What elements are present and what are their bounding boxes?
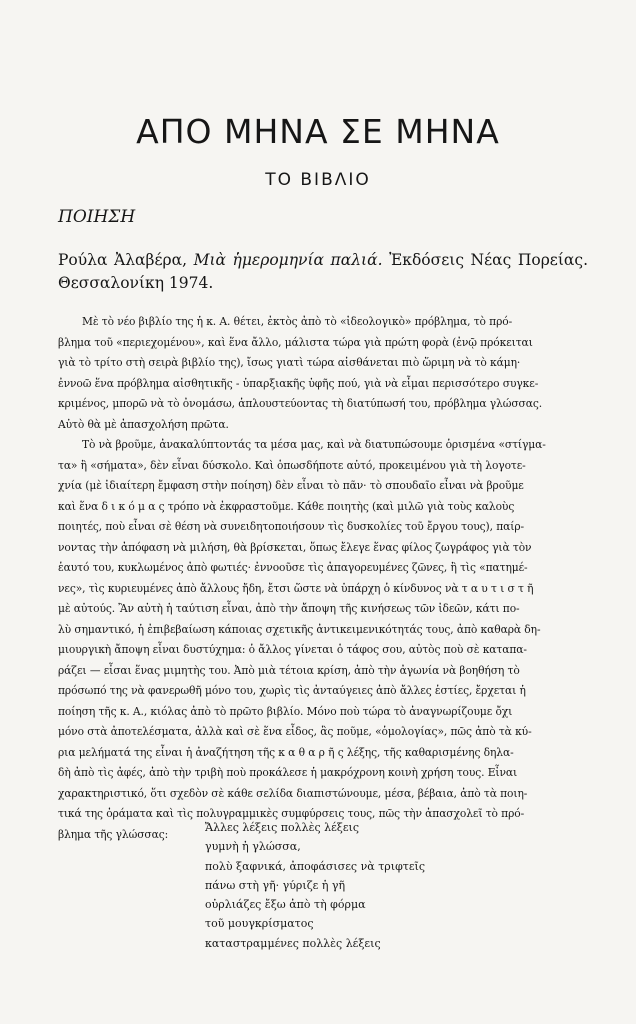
body-line: νοντας τὴν ἀπόφαση νὰ μιλήση, θὰ βρίσκεται, ὅπως ἔλεγε ἕνας φίλος ζωγράφος γιὰ τὸν xyxy=(58,540,532,554)
book-author: Ρούλα Ἀλαβέρα, xyxy=(58,251,188,269)
poem-line: καταστραμμένες πολλὲς λέξεις xyxy=(205,936,381,950)
body-line: δὴ ἀπὸ τὶς ἀφές, ἀπὸ τὴν τριβὴ ποὺ προκάλεσε ἡ μακρόχρονη κοινὴ χρήση τους. Εἶναι xyxy=(58,766,518,779)
body-line: Μὲ τὸ νέο βιβλίο της ἡ κ. Α. θέτει, ἐκτὸς ἀπὸ τὸ «ἰδεολογικὸ» πρόβλημα, τὸ πρό- xyxy=(82,315,513,328)
body-line: χνία (μὲ ἰδιαίτερη ἔμφαση στὴν ποίηση) δὲν εἶναι τὸ πᾶν· τὸ σπουδαῖο εἶναι νὰ βροῦμε xyxy=(58,479,524,492)
body-line: ἑαυτό του, κυκλωμένος ἀπὸ φωτιές· ἐννοοῦσε τὶς ἀπαγορευμένες ζῶνες, ἢ τὶς «πατημέ- xyxy=(58,561,528,574)
body-line: λὺ σημαντικό, ἡ ἐπιβεβαίωση κάποιας σχετικῆς ἀντικειμενικότητάς τους, ἀπὸ καθαρὰ δη- xyxy=(58,622,541,636)
body-line: βλημα τοῦ «περιεχομένου», καὶ ἕνα ἄλλο, μάλιστα τώρα γιὰ πρώτη φορὰ (ἐνῷ πρόκειται xyxy=(58,335,533,349)
poem-line: πάνω στὴ γῆ· γύριζε ἡ γῆ xyxy=(205,878,346,892)
body-line: μιουργικὴ ἄποψη εἶναι δυστύχημα: ὁ ἄλλος γίνεται ὁ τάφος σου, αὐτὸς ποὺ σὲ καταπα- xyxy=(58,643,527,656)
book-publisher: Ἐκδόσεις Νέας Πορείας. Θεσσαλονίκη 1974. xyxy=(58,251,588,292)
poem-line: οὐρλιάζες ἔξω ἀπὸ τὴ φόρμα xyxy=(205,898,366,912)
body-line: πρόσωπό της νὰ φανερωθῆ μόνο του, χωρὶς τὶς ἀνταύγειες ἀπὸ ἄλλες ἑστίες, ἔρχεται ἡ xyxy=(58,684,526,697)
body-line: καὶ ἕνα δ ι κ ό μ α ς τρόπο νὰ ἐκφραστοῦμε. Κάθε ποιητὴς (καὶ μιλῶ γιὰ τοὺς καλοὺς xyxy=(58,499,515,513)
body-line: κριμένος, μπορῶ νὰ τὸ ὀνομάσω, ἁπλουστεύοντας τὴ διατύπωσή του, πρόβλημα γλώσσας. xyxy=(58,397,543,410)
book-citation xyxy=(58,249,588,295)
body-line: Αὐτὸ θὰ μὲ ἀπασχολήση πρῶτα. xyxy=(58,417,229,431)
body-line: ἐννοῶ ἕνα πρόβλημα αἰσθητικῆς - ὑπαρξιακῆς ὑφῆς πού, γιὰ νὰ εἶμαι περισσότερο συγκε- xyxy=(58,376,539,390)
poem-line: τοῦ μουγκρίσματος xyxy=(205,917,314,931)
review-body xyxy=(58,312,590,845)
body-line: τικά της ὁράματα καὶ τὶς πολυγραμμικὲς συμφύρσεις τους, πῶς τὴν ἀπασχολεῖ τὸ πρό- xyxy=(58,807,525,820)
body-line: ράζει — εἶσαι ἕνας μιμητὴς του. Ἀπὸ μιὰ τέτοια κρίση, ἀπὸ τὴν ἀγωνία νὰ βοηθήση τὸ xyxy=(58,663,520,677)
quoted-poem xyxy=(205,818,425,953)
book-title: Μιὰ ἡμερομηνία παλιά. xyxy=(193,251,383,269)
body-line: βλημα τῆς γλώσσας: xyxy=(58,827,169,841)
poem-line: Ἄλλες λέξεις πολλὲς λέξεις xyxy=(205,821,360,834)
poem-line: πολὺ ξαφνικά, ἀποφάσισες νὰ τριφτεῖς xyxy=(205,859,426,873)
body-line: μόνο στὰ ἀποτελέσματα, ἀλλὰ καὶ σὲ ἕνα εἶδος, ἂς ποῦμε, «ὁμολογίας», πῶς ἀπὸ τὰ κύ- xyxy=(58,725,532,738)
body-line: μὲ αὐτούς. Ἂν αὐτὴ ἡ ταύτιση εἶναι, ἀπὸ τὴν ἄποψη τῆς κινήσεως τῶν ἰδεῶν, κάτι πο- xyxy=(58,602,520,615)
page-title: ΑΠΟ ΜΗΝΑ ΣΕ ΜΗΝΑ xyxy=(136,112,500,151)
body-line: Τὸ νὰ βροῦμε, ἀνακαλύπτοντάς τα μέσα μας, καὶ νὰ διατυπώσουμε ὁρισμένα «στίγμα- xyxy=(82,438,546,451)
body-line: ποιητές, ποὺ εἶναι σὲ θέση νὰ συνειδητοποιήσουν τὶς δυσκολίες τοῦ ἔργου τους), παίρ- xyxy=(58,520,525,533)
poem-line: γυμνὴ ἡ γλώσσα, xyxy=(205,840,301,854)
page-subtitle: ΤΟ ΒΙΒΛΙΟ xyxy=(265,170,371,190)
body-line: ρια μελήματά της εἶναι ἡ ἀναζήτηση τῆς κ α θ α ρ ῆ ς λέξης, τῆς καθαρισμένης δηλα- xyxy=(58,745,514,759)
body-line: νες», τὶς κυριευμένες ἀπὸ ἄλλους ἤδη, ἔτσι ὥστε νὰ ὑπάρχη ὁ κίνδυνος νὰ τ α υ τ ι σ τ ῆ xyxy=(58,581,534,595)
body-line: χαρακτηριστικό, ὅτι σχεδὸν σὲ κάθε σελίδα διαπιστώνουμε, μέσα, βέβαια, ἀπὸ τὰ ποιη- xyxy=(58,786,528,800)
section-label: ΠΟΙΗΣΗ xyxy=(58,207,136,227)
body-line: ποίηση τῆς κ. Α., κιόλας ἀπὸ τὸ πρῶτο βιβλίο. Μόνο ποὺ τώρα τὸ ἀναγνωρίζουμε ὄχι xyxy=(58,704,513,718)
body-line: τα» ἢ «σήματα», δὲν εἶναι δύσκολο. Καὶ ὁπωσδήποτε αὐτό, προκειμένου γιὰ τὴ λογοτε- xyxy=(58,458,526,472)
body-line: γιὰ τὸ τρίτο στὴ σειρὰ βιβλίο της), ἴσως γιατὶ τώρα αἰσθάνεται πιὸ ὥριμη νὰ τὸ κάμη· xyxy=(58,356,521,369)
